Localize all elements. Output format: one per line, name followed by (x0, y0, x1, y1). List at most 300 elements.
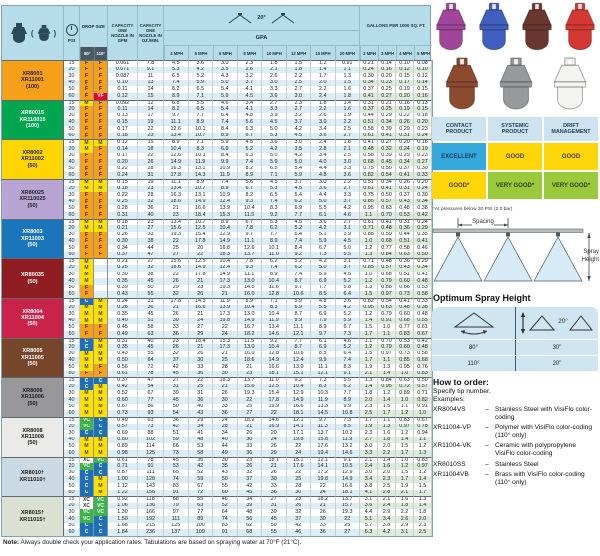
gpa-cell: 62 (238, 523, 263, 530)
psi-cell: 50 (64, 205, 80, 212)
oz-min-cell: 102 (138, 437, 164, 444)
oz-min-cell: 11 (138, 73, 164, 80)
gpa-cell: 14.9 (238, 318, 263, 325)
gal-1000-cell: 0.60 (396, 278, 414, 285)
gal-1000-cell: 0.79 (378, 311, 396, 318)
gpa-cell: 13.7 (336, 496, 361, 503)
gpa-cell: 9.9 (213, 159, 238, 166)
gpa-cell: 7.4 (213, 179, 238, 186)
gpa-cell: 4.0 (311, 159, 336, 166)
gal-1000-cell: 1.5 (414, 483, 432, 490)
nozzle-label (2, 298, 64, 338)
gpa-cell: 11.1 (238, 238, 263, 245)
gpa-cell: 5.4 (213, 106, 238, 113)
gpm-cell: 0.22 (108, 192, 138, 199)
nozzle-label (2, 338, 64, 378)
gpa-cell: 7.7 (262, 232, 287, 239)
gal-1000-cell: 0.48 (378, 258, 396, 265)
gpa-cell: 11.5 (238, 338, 263, 345)
drop-size-cell: VC (80, 417, 94, 424)
gpm-cell: 0.11 (108, 106, 138, 113)
gal-1000-cell: 0.41 (414, 238, 432, 245)
gpa-cell: 5.9 (287, 172, 312, 179)
gpa-cell: 52 (189, 470, 214, 477)
drop-size-cell: F (94, 245, 108, 252)
drop-size-cell: F (94, 252, 108, 259)
gpa-cell: 17.8 (189, 238, 214, 245)
nozzle-model: XR11001 (20, 77, 45, 84)
psi-cell: 40 (64, 80, 80, 87)
gpa-cell: 5.9 (311, 238, 336, 245)
gal-1000-cell: 0.55 (414, 318, 432, 325)
gpa-cell: 3.0 (262, 80, 287, 87)
gpa-cell: 97 (164, 509, 189, 516)
gpa-cell: 3.9 (262, 113, 287, 120)
drop-size-cell: F (80, 93, 94, 100)
gpa-cell: 45 (164, 397, 189, 404)
gal-1000-cell: 0.27 (414, 159, 432, 166)
oz-min-cell: 136 (138, 503, 164, 510)
drop-size-cell: C (80, 529, 94, 536)
psi-cell: 15 (64, 417, 80, 424)
gpa-cell: 5.3 (262, 186, 287, 193)
gal-1000-cell: 0.10 (414, 67, 432, 74)
capacity-gpm-label: CAPACITY ONE NOZZLE IN GPM (111, 23, 134, 43)
gpm-cell: 0.98 (108, 450, 138, 457)
gpa-cell: 42 (189, 463, 214, 470)
gpa-cell: 25 (189, 384, 214, 391)
gpa-cell: 15.7 (336, 503, 361, 510)
gpm-cell: 0.061 (108, 60, 138, 67)
gpa-cell: 14.9 (189, 199, 214, 206)
gpa-cell: 13.2 (336, 443, 361, 450)
gal-1000-cell: 0.48 (414, 278, 432, 285)
order-code: XR11004-VK (433, 442, 471, 450)
drop-size-angles (80, 47, 107, 60)
gal-1000-cell: 0.20 (396, 139, 414, 146)
gpm-cell: 0.61 (108, 371, 138, 378)
gal-1000-cell: 1.5 (378, 404, 396, 411)
gpa-cell: 13.9 (213, 305, 238, 312)
gpa-cell: 12.1 (311, 457, 336, 464)
psi-cell: 20 (64, 463, 80, 470)
gal-1000-cell: 0.34 (378, 119, 396, 126)
gpa-cell: 4.4 (311, 166, 336, 173)
drop-size-cell: M (94, 344, 108, 351)
psi-cell: 60 (64, 133, 80, 140)
gpa-cell: 16.8 (213, 245, 238, 252)
gal-1000-cell: 0.58 (414, 291, 432, 298)
gpa-cell: 5.6 (238, 119, 263, 126)
oz-min-cell: 128 (138, 476, 164, 483)
gpa-cell: 49 (213, 450, 238, 457)
oz-min-cell: 72 (138, 364, 164, 371)
nozzle-model: XR8003 (22, 229, 43, 236)
gpa-cell: 9.3 (238, 265, 263, 272)
gpa-cell: 1.2 (311, 60, 336, 67)
gpa-cell: 11.9 (213, 172, 238, 179)
order-item (433, 461, 597, 469)
gpm-cell: 0.45 (108, 324, 138, 331)
gal-1000-cell: 0.68 (378, 272, 396, 279)
gpa-cell: 42 (164, 424, 189, 431)
gpa-cell: 18.6 (164, 265, 189, 272)
nozzle-photo (432, 2, 470, 52)
drop-size-cell (94, 272, 108, 279)
gal-1000-cell: 1.2 (360, 245, 378, 252)
gpa-cell: 8.9 (238, 298, 263, 305)
gal-mph-label: 5 MPH (414, 46, 432, 60)
gal-1000-cell: 0.38 (414, 205, 432, 212)
gpa-cell: 2.2 (311, 86, 336, 93)
gpa-cell: 3.3 (336, 166, 361, 173)
gpa-cell: 6.5 (164, 73, 189, 80)
gal-1000-cell: 0.20 (378, 73, 396, 80)
gal-1000-cell: 0.61 (360, 133, 378, 140)
drop-size-cell: F (80, 232, 94, 239)
gal-1000-cell: 0.50 (414, 252, 432, 259)
gal-1000-cell: 0.34 (396, 159, 414, 166)
nozzle-model: XR11005 (20, 354, 45, 361)
gpa-cell: 33 (189, 364, 214, 371)
gal-1000-cell: 1.4 (414, 476, 432, 483)
drop-size-cell: C (94, 516, 108, 523)
gpa-cell: 4.2 (336, 205, 361, 212)
gpm-cell: 1.30 (108, 509, 138, 516)
gpa-title: GPA (164, 30, 359, 46)
gpa-cell: 12.6 (164, 153, 189, 160)
gal-1000-cell: 0.68 (378, 238, 396, 245)
gpm-cell: 0.30 (108, 272, 138, 279)
gal-1000-cell: 1.7 (414, 490, 432, 497)
gal-1000-cell: 1.2 (396, 430, 414, 437)
drop-size-cell: F (80, 60, 94, 67)
drop-size-cell: M (80, 351, 94, 358)
drop-size-cell: C (80, 338, 94, 345)
gpa-cell: 12.4 (213, 199, 238, 206)
gal-1000-cell: 0.61 (360, 219, 378, 226)
gpa-cell: 4.8 (311, 298, 336, 305)
nozzle-photos-row-2 (432, 57, 599, 111)
oz-min-cell: 14 (138, 106, 164, 113)
gpa-cell: 24 (213, 331, 238, 338)
order-item (433, 424, 597, 439)
nozzle-photo (475, 2, 513, 52)
gpa-cell: 19.4 (311, 450, 336, 457)
gpa-cell: 67 (189, 483, 214, 490)
order-line-1: Specify tip number. (433, 388, 491, 395)
psi-cell: 20 (64, 384, 80, 391)
gpa-cell: 11.9 (189, 159, 214, 166)
psi-cell: 20 (64, 424, 80, 431)
gpa-cell: 3.3 (262, 86, 287, 93)
systemic-product-header: SYSTEMIC PRODUCT (488, 117, 542, 141)
drop-size-cell: M (80, 390, 94, 397)
drop-size-cell: F (94, 371, 108, 378)
oz-min-cell: 28 (138, 166, 164, 173)
gpa-cell: 63 (189, 503, 214, 510)
gpa-cell: 2.8 (311, 146, 336, 153)
gal-1000-cell: 0.15 (396, 73, 414, 80)
rating-cell: VERY GOOD* (544, 172, 598, 199)
gpa-cell: 10.4 (287, 384, 312, 391)
gpa-cell: 8.4 (213, 126, 238, 133)
gpa-cell: 15.6 (164, 258, 189, 265)
gal-1000-cell: 1.7 (360, 331, 378, 338)
gallons-header-block (360, 6, 432, 60)
gal-1000-cell: 1.9 (360, 424, 378, 431)
gpa-cell: 1.4 (311, 67, 336, 74)
boom-nozzles (456, 233, 560, 237)
psi-cell: 15 (64, 258, 80, 265)
psi-label: PSI (67, 37, 76, 43)
gpa-cell: 40 (213, 437, 238, 444)
gal-1000-cell: 1.7 (360, 357, 378, 364)
nozzle-label (2, 377, 64, 417)
gpa-cell: 5.0 (262, 153, 287, 160)
psi-cell: 30 (64, 430, 80, 437)
gpa-cell: 23 (238, 371, 263, 378)
gpa-cell: 17.6 (287, 463, 312, 470)
gpa-cell: 7.1 (262, 172, 287, 179)
capacity-oz-label: CAPACITY ONE NOZZLE IN OZ./MIN. (139, 23, 162, 43)
gpa-cell: 8.2 (164, 86, 189, 93)
gpa-cell: 30 (189, 357, 214, 364)
gal-1000-cell: 0.48 (414, 311, 432, 318)
gal-1000-cell: 0.53 (396, 338, 414, 345)
gal-1000-cell: 0.82 (414, 397, 432, 404)
gpa-cell: 25 (213, 357, 238, 364)
gpa-cell: 9.9 (287, 318, 312, 325)
gpa-cell: 1.5 (336, 80, 361, 87)
gpa-cell: 27 (189, 324, 214, 331)
gal-1000-cell: 1.2 (360, 344, 378, 351)
gal-1000-cell: 0.23 (378, 80, 396, 87)
gal-1000-cell: 0.75 (360, 192, 378, 199)
psi-cell: 40 (64, 516, 80, 523)
pressure-gauge-icon (66, 24, 78, 36)
table-header (1, 5, 431, 61)
order-title: How to order: (433, 377, 489, 387)
gpa-cell: 20 (189, 245, 214, 252)
gpa-cell: 59 (164, 437, 189, 444)
gpa-cell: 37 (238, 476, 263, 483)
gal-1000-cell: 1.7 (378, 410, 396, 417)
gpa-cell: 7.3 (336, 331, 361, 338)
gpm-cell: 0.57 (108, 424, 138, 431)
gpm-cell: 0.12 (108, 93, 138, 100)
strainer-size: (50) (27, 202, 38, 209)
gpa-cell: 7.7 (189, 113, 214, 120)
psi-cell: 40 (64, 119, 80, 126)
gpa-cell: 10.4 (262, 344, 287, 351)
gal-1000-cell: 0.73 (396, 291, 414, 298)
drop-size-cell: M (94, 397, 108, 404)
gpa-cell: 18.1 (336, 490, 361, 497)
gpa-cell: 10.1 (262, 245, 287, 252)
gal-1000-cell: 0.26 (396, 119, 414, 126)
gal-1000-cell: 0.79 (378, 344, 396, 351)
gal-1000-cell: 0.63 (396, 252, 414, 259)
oz-min-cell: 125 (138, 450, 164, 457)
gpm-cell: 0.15 (108, 179, 138, 186)
gpm-cell: 0.69 (108, 430, 138, 437)
gpa-cell: 50 (262, 523, 287, 530)
gal-1000-cell: 1.1 (396, 404, 414, 411)
psi-header-cell (64, 6, 80, 60)
gpa-cell: 26 (164, 278, 189, 285)
drop-size-cell (94, 291, 108, 298)
gpa-cell: 13.1 (189, 166, 214, 173)
gpa-cell: 3.6 (311, 186, 336, 193)
psi-cell: 20 (64, 67, 80, 74)
gpa-cell: 4.5 (287, 133, 312, 140)
gpa-cell: 13.4 (262, 324, 287, 331)
gpa-cell: 8.4 (287, 245, 312, 252)
gpa-cell: 30 (164, 318, 189, 325)
gpa-cell: 33 (311, 523, 336, 530)
gpa-cell: 6.2 (336, 384, 361, 391)
gpa-cell: 27 (238, 410, 263, 417)
gpa-cell: 10.6 (287, 291, 312, 298)
gpa-cell: 13.7 (311, 430, 336, 437)
gpm-cell: 0.71 (108, 463, 138, 470)
gpa-cell: 3.3 (262, 106, 287, 113)
gpa-cell: 17.2 (311, 470, 336, 477)
gpa-cell: 73 (164, 450, 189, 457)
oz-min-cell: 88 (138, 430, 164, 437)
gal-1000-cell: 0.31 (396, 186, 414, 193)
gpa-cell: 2.2 (336, 179, 361, 186)
drop-size-cell: F (80, 159, 94, 166)
gal-1000-cell: 0.67 (414, 417, 432, 424)
gpa-cell: 14.9 (213, 272, 238, 279)
nozzle-photo (440, 57, 484, 111)
gpa-cell: 2.6 (262, 73, 287, 80)
gpa-cell: 22 (189, 377, 214, 384)
gpm-cell: 0.34 (108, 245, 138, 252)
gal-1000-cell: 2.1 (360, 371, 378, 378)
gpa-cell: 10.4 (238, 305, 263, 312)
gpa-cell: 53 (189, 443, 214, 450)
gpa-cell: 36 (189, 371, 214, 378)
gpa-cell: 2.2 (311, 106, 336, 113)
gpa-cell: 23 (164, 212, 189, 219)
gpa-cell: 4.5 (238, 93, 263, 100)
drop-size-cell: VC (94, 457, 108, 464)
gpm-cell: 0.18 (108, 133, 138, 140)
gpa-cell: 9.9 (336, 404, 361, 411)
gpa-cell: 14.9 (336, 476, 361, 483)
psi-cell: 30 (64, 351, 80, 358)
tip-110-icon (36, 23, 52, 43)
strainer-size: (100) (25, 123, 40, 130)
drop-size-cell: C (80, 470, 94, 477)
gpa-cell: 12.9 (287, 390, 312, 397)
gpa-cell: 1.4 (336, 100, 361, 107)
gal-1000-cell: 0.48 (378, 225, 396, 232)
gal-1000-cell: 0.88 (360, 232, 378, 239)
gpa-cell: 5.4 (213, 86, 238, 93)
drop-size-cell: F (80, 126, 94, 133)
gpa-cell: 9.2 (287, 377, 312, 384)
height-angle-icon-cell (515, 307, 598, 339)
gal-1000-cell: 0.83 (414, 457, 432, 464)
gpa-cell: 10.4 (238, 205, 263, 212)
gal-1000-cell: 1.3 (414, 496, 432, 503)
gpa-cell: 137 (164, 529, 189, 536)
gal-1000-cell: 0.85 (396, 357, 414, 364)
nozzle-photo (518, 2, 556, 52)
gpm-cell: 0.21 (108, 225, 138, 232)
gpa-cell: 11.1 (164, 119, 189, 126)
gal-1000-cell: 0.41 (378, 133, 396, 140)
psi-cell: 40 (64, 199, 80, 206)
gpa-cell: 8.9 (189, 179, 214, 186)
oz-min-cell: 78 (138, 371, 164, 378)
drop-size-cell: F (94, 159, 108, 166)
gpm-cell: 1.50 (108, 516, 138, 523)
gal-1000-cell: 0.97 (396, 424, 414, 431)
gpm-cell: 0.30 (108, 238, 138, 245)
drop-size-cell: F (94, 106, 108, 113)
nozzle-photo (561, 2, 599, 52)
gal-1000-cell: 0.83 (396, 417, 414, 424)
drop-size-cell: F (80, 153, 94, 160)
gpa-cell: 89 (189, 516, 214, 523)
nozzle-model: XR8008 (22, 427, 43, 434)
drop-size-cell: C (80, 298, 94, 305)
oz-min-cell: 45 (138, 278, 164, 285)
nozzle-model: XR80025 (20, 189, 45, 196)
nozzle-model: XR80035 (20, 272, 45, 279)
drop-size-cell: M (94, 437, 108, 444)
gpa-cell: 11.1 (164, 179, 189, 186)
drop-size-cell: VC (80, 516, 94, 523)
oz-min-cell: 23 (138, 133, 164, 140)
gal-1000-cell: 0.48 (396, 205, 414, 212)
gal-1000-cell: 0.30 (414, 192, 432, 199)
oz-min-cell: 19 (138, 119, 164, 126)
drop-size-cell: C (80, 490, 94, 497)
gal-1000-cell: 1.0 (360, 238, 378, 245)
gpa-cell: 10.7 (189, 133, 214, 140)
angle-20-label: 20° (558, 318, 568, 325)
gal-1000-cell: 1.9 (360, 364, 378, 371)
gal-1000-cell: 1.3 (360, 285, 378, 292)
nozzle-model: XR8001 (22, 70, 43, 77)
gal-1000-cell: 0.95 (396, 364, 414, 371)
gpm-cell: 0.35 (108, 311, 138, 318)
psi-cell: 15 (64, 338, 80, 345)
nozzle-model: XR11008 (20, 434, 45, 441)
gpa-cell: 7.8 (238, 258, 263, 265)
gpa-cell: 3.7 (287, 179, 312, 186)
gal-1000-cell: 1.2 (378, 390, 396, 397)
gpa-cell: 11.5 (238, 212, 263, 219)
gpa-cell: 4.2 (336, 305, 361, 312)
psi-cell: 60 (64, 252, 80, 259)
gpa-cell: 3.1 (336, 225, 361, 232)
gal-1000-cell: 1.6 (396, 496, 414, 503)
gpa-cell: 18.6 (238, 357, 263, 364)
gpa-cell: 22 (189, 252, 214, 259)
psi-cell: 60 (64, 410, 80, 417)
gal-1000-cell: 0.67 (414, 331, 432, 338)
gpa-cell: 11.9 (336, 437, 361, 444)
gpa-cell: 20 (262, 430, 287, 437)
gpa-cell: 27 (262, 496, 287, 503)
